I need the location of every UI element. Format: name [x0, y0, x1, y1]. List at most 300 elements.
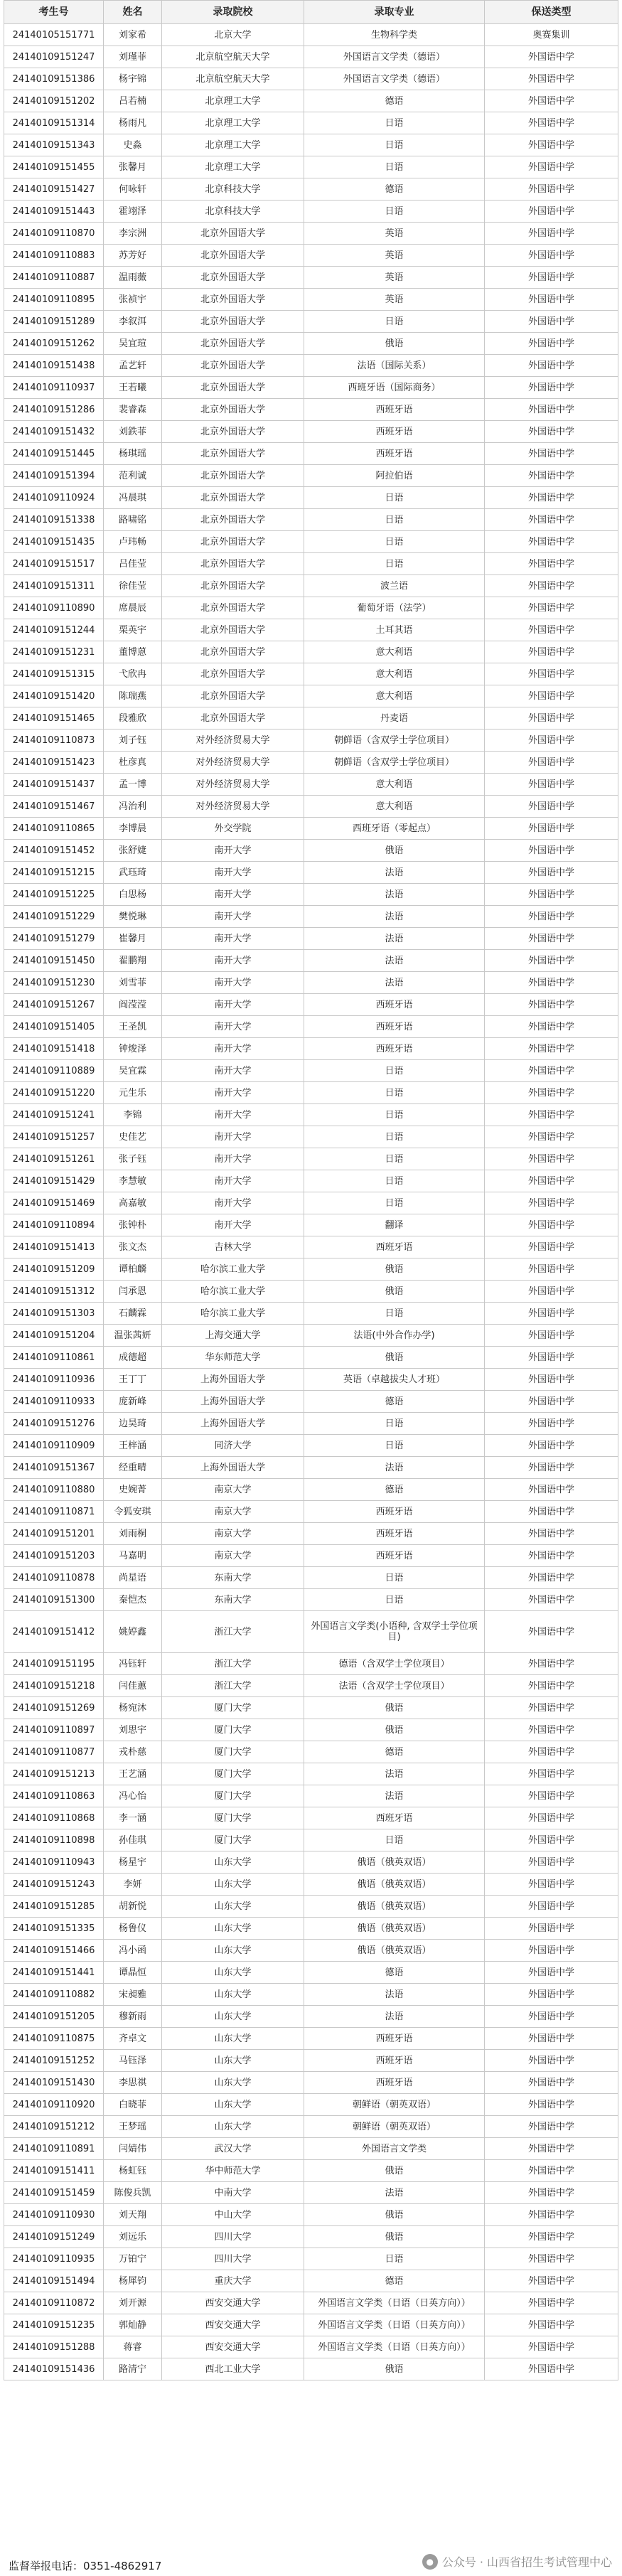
- cell-school: 西北工业大学: [162, 2358, 304, 2380]
- cell-major: 日语: [304, 1082, 485, 1104]
- cell-name: 令狐安琪: [104, 1501, 162, 1523]
- cell-id: 24140109110863: [4, 1785, 104, 1807]
- cell-school: 山东大学: [162, 2072, 304, 2094]
- cell-school: 山东大学: [162, 2050, 304, 2072]
- cell-type: 外国语中学: [485, 1479, 618, 1501]
- cell-major: 日语: [304, 1060, 485, 1082]
- cell-type: 外国语中学: [485, 1984, 618, 2006]
- cell-major: 法语（国际关系）: [304, 355, 485, 377]
- cell-school: 浙江大学: [162, 1611, 304, 1653]
- header-major: 录取专业: [304, 1, 485, 24]
- cell-type: 外国语中学: [485, 2336, 618, 2358]
- cell-major: 意大利语: [304, 796, 485, 818]
- cell-name: 张馨月: [104, 156, 162, 178]
- cell-type: 外国语中学: [485, 707, 618, 729]
- cell-type: 外国语中学: [485, 553, 618, 575]
- cell-id: 24140109151441: [4, 1962, 104, 1984]
- cell-major: 英语: [304, 223, 485, 245]
- cell-school: 吉林大学: [162, 1236, 304, 1258]
- cell-id: 24140109151276: [4, 1413, 104, 1435]
- cell-id: 24140109110891: [4, 2138, 104, 2160]
- cell-type: 外国语中学: [485, 421, 618, 443]
- cell-school: 南开大学: [162, 906, 304, 928]
- cell-id: 24140109151420: [4, 685, 104, 707]
- table-row: [4, 2248, 618, 2270]
- cell-name: 杨雨凡: [104, 112, 162, 134]
- cell-id: 24140109151244: [4, 619, 104, 641]
- table-row: [4, 972, 618, 994]
- table-row: [4, 1523, 618, 1545]
- cell-id: 24140109110936: [4, 1369, 104, 1391]
- table-row: [4, 1984, 618, 2006]
- cell-type: 外国语中学: [485, 2248, 618, 2270]
- cell-school: 南开大学: [162, 1170, 304, 1192]
- table-row: [4, 421, 618, 443]
- cell-name: 阎滢滢: [104, 994, 162, 1016]
- cell-type: 外国语中学: [485, 178, 618, 201]
- cell-school: 南京大学: [162, 1545, 304, 1567]
- cell-major: 日语: [304, 1567, 485, 1589]
- cell-type: 外国语中学: [485, 1763, 618, 1785]
- cell-name: 刘开源: [104, 2292, 162, 2314]
- cell-type: 外国语中学: [485, 1060, 618, 1082]
- cell-type: 外国语中学: [485, 1741, 618, 1763]
- table-row: [4, 884, 618, 906]
- cell-name: 王圣凯: [104, 1016, 162, 1038]
- cell-type: 外国语中学: [485, 1126, 618, 1148]
- cell-type: 外国语中学: [485, 1148, 618, 1170]
- cell-id: 24140109151466: [4, 1940, 104, 1962]
- cell-id: 24140109110889: [4, 1060, 104, 1082]
- cell-name: 史淼: [104, 134, 162, 156]
- cell-name: 冯晨琪: [104, 487, 162, 509]
- cell-name: 孙佳琪: [104, 1829, 162, 1851]
- cell-id: 24140109151230: [4, 972, 104, 994]
- cell-school: 南开大学: [162, 972, 304, 994]
- cell-major: 西班牙语: [304, 1807, 485, 1829]
- cell-id: 24140109151243: [4, 1874, 104, 1896]
- cell-school: 山东大学: [162, 1851, 304, 1874]
- cell-name: 路啸铭: [104, 509, 162, 531]
- cell-id: 24140109151467: [4, 796, 104, 818]
- cell-major: 法语: [304, 2006, 485, 2028]
- table-row: [4, 1303, 618, 1325]
- cell-type: 外国语中学: [485, 1435, 618, 1457]
- cell-major: 日语: [304, 2248, 485, 2270]
- cell-school: 北京外国语大学: [162, 465, 304, 487]
- cell-name: 王丁丁: [104, 1369, 162, 1391]
- cell-id: 24140109151429: [4, 1170, 104, 1192]
- table-row: [4, 752, 618, 774]
- cell-major: 外国语言文学类(小语种, 含双学士学位项目): [304, 1611, 485, 1653]
- cell-name: 穆新雨: [104, 2006, 162, 2028]
- cell-id: 24140109151315: [4, 663, 104, 685]
- cell-id: 24140109151438: [4, 355, 104, 377]
- table-row: [4, 1126, 618, 1148]
- cell-id: 24140105151771: [4, 24, 104, 46]
- cell-id: 24140109151285: [4, 1896, 104, 1918]
- cell-school: 哈尔滨工业大学: [162, 1281, 304, 1303]
- cell-major: 朝鲜语（含双学士学位项目）: [304, 729, 485, 752]
- cell-id: 24140109151469: [4, 1192, 104, 1214]
- cell-type: 外国语中学: [485, 1896, 618, 1918]
- cell-id: 24140109151405: [4, 1016, 104, 1038]
- cell-name: 冯小函: [104, 1940, 162, 1962]
- cell-name: 杜彦真: [104, 752, 162, 774]
- cell-type: 外国语中学: [485, 1611, 618, 1653]
- cell-name: 李思祺: [104, 2072, 162, 2094]
- cell-major: 日语: [304, 509, 485, 531]
- cell-major: 日语: [304, 531, 485, 553]
- cell-school: 西安交通大学: [162, 2314, 304, 2336]
- table-row: [4, 1763, 618, 1785]
- table-row: [4, 1675, 618, 1697]
- cell-major: 日语: [304, 1148, 485, 1170]
- table-row: [4, 1038, 618, 1060]
- cell-type: 外国语中学: [485, 223, 618, 245]
- cell-school: 东南大学: [162, 1567, 304, 1589]
- cell-major: 法语: [304, 884, 485, 906]
- cell-name: 李宗洲: [104, 223, 162, 245]
- cell-school: 南开大学: [162, 1060, 304, 1082]
- table-row: [4, 2050, 618, 2072]
- cell-name: 郭灿静: [104, 2314, 162, 2336]
- cell-id: 24140109151435: [4, 531, 104, 553]
- cell-type: 外国语中学: [485, 1391, 618, 1413]
- cell-type: 外国语中学: [485, 685, 618, 707]
- cell-id: 24140109151247: [4, 46, 104, 68]
- table-row: [4, 443, 618, 465]
- cell-name: 温张茜妍: [104, 1325, 162, 1347]
- cell-type: 外国语中学: [485, 1653, 618, 1675]
- cell-type: 外国语中学: [485, 575, 618, 597]
- cell-id: 24140109151220: [4, 1082, 104, 1104]
- cell-major: 法语: [304, 2182, 485, 2204]
- cell-major: 法语: [304, 906, 485, 928]
- cell-type: 外国语中学: [485, 1214, 618, 1236]
- cell-school: 北京外国语大学: [162, 663, 304, 685]
- cell-name: 石麟霖: [104, 1303, 162, 1325]
- cell-major: 外国语言文学类（日语（日英方向））: [304, 2336, 485, 2358]
- cell-type: 外国语中学: [485, 1192, 618, 1214]
- cell-major: 法语（含双学士学位项目）: [304, 1675, 485, 1697]
- cell-school: 北京外国语大学: [162, 355, 304, 377]
- cell-name: 杨宛沐: [104, 1697, 162, 1719]
- cell-name: 刘远乐: [104, 2226, 162, 2248]
- cell-name: 武珏琦: [104, 862, 162, 884]
- cell-type: 外国语中学: [485, 1258, 618, 1281]
- cell-type: 外国语中学: [485, 465, 618, 487]
- table-row: [4, 377, 618, 399]
- cell-major: 葡萄牙语（法学）: [304, 597, 485, 619]
- cell-type: 外国语中学: [485, 267, 618, 289]
- cell-id: 24140109151436: [4, 2358, 104, 2380]
- cell-name: 王若曦: [104, 377, 162, 399]
- cell-type: 外国语中学: [485, 994, 618, 1016]
- cell-id: 24140109151300: [4, 1589, 104, 1611]
- cell-school: 山东大学: [162, 1918, 304, 1940]
- cell-id: 24140109110870: [4, 223, 104, 245]
- cell-name: 边昊琦: [104, 1413, 162, 1435]
- cell-id: 24140109110897: [4, 1719, 104, 1741]
- cell-id: 24140109151289: [4, 311, 104, 333]
- cell-school: 上海外国语大学: [162, 1369, 304, 1391]
- cell-major: 日语: [304, 134, 485, 156]
- table-row: [4, 2336, 618, 2358]
- cell-school: 中山大学: [162, 2204, 304, 2226]
- cell-name: 何咏轩: [104, 178, 162, 201]
- cell-name: 冯钰轩: [104, 1653, 162, 1675]
- cell-id: 24140109151367: [4, 1457, 104, 1479]
- cell-school: 北京外国语大学: [162, 619, 304, 641]
- cell-id: 24140109151229: [4, 906, 104, 928]
- cell-name: 栗英宇: [104, 619, 162, 641]
- table-row: [4, 267, 618, 289]
- table-row: [4, 1719, 618, 1741]
- cell-type: 外国语中学: [485, 443, 618, 465]
- cell-major: 西班牙语: [304, 2028, 485, 2050]
- cell-name: 经重晴: [104, 1457, 162, 1479]
- cell-name: 李妍: [104, 1874, 162, 1896]
- cell-id: 24140109151437: [4, 774, 104, 796]
- table-row: [4, 1940, 618, 1962]
- cell-school: 上海交通大学: [162, 1325, 304, 1347]
- cell-type: 外国语中学: [485, 752, 618, 774]
- cell-id: 24140109151386: [4, 68, 104, 90]
- cell-major: 俄语（俄英双语）: [304, 1874, 485, 1896]
- cell-school: 武汉大学: [162, 2138, 304, 2160]
- table-row: [4, 1104, 618, 1126]
- cell-type: 外国语中学: [485, 1170, 618, 1192]
- cell-name: 李慧敏: [104, 1170, 162, 1192]
- watermark-text: 公众号 · 山西省招生考试管理中心: [441, 2555, 612, 2569]
- cell-school: 北京外国语大学: [162, 487, 304, 509]
- cell-name: 陈俊兵凯: [104, 2182, 162, 2204]
- cell-id: 24140109151303: [4, 1303, 104, 1325]
- table-row: [4, 465, 618, 487]
- cell-id: 24140109151215: [4, 862, 104, 884]
- cell-id: 24140109151411: [4, 2160, 104, 2182]
- cell-school: 北京外国语大学: [162, 641, 304, 663]
- cell-major: 法语: [304, 862, 485, 884]
- cell-school: 中南大学: [162, 2182, 304, 2204]
- table-row: [4, 531, 618, 553]
- cell-school: 南开大学: [162, 928, 304, 950]
- cell-id: 24140109151257: [4, 1126, 104, 1148]
- table-row: [4, 1258, 618, 1281]
- cell-id: 24140109110937: [4, 377, 104, 399]
- cell-school: 对外经济贸易大学: [162, 752, 304, 774]
- cell-school: 四川大学: [162, 2226, 304, 2248]
- cell-id: 24140109151430: [4, 2072, 104, 2094]
- table-row: [4, 509, 618, 531]
- cell-type: 外国语中学: [485, 1413, 618, 1435]
- cell-major: 意大利语: [304, 774, 485, 796]
- cell-major: 德语: [304, 90, 485, 112]
- cell-name: 胡新悦: [104, 1896, 162, 1918]
- table-row: [4, 2006, 618, 2028]
- cell-name: 白晓菲: [104, 2094, 162, 2116]
- cell-school: 南开大学: [162, 884, 304, 906]
- table-row: [4, 1413, 618, 1435]
- table-row: [4, 156, 618, 178]
- cell-type: 外国语中学: [485, 928, 618, 950]
- cell-school: 北京外国语大学: [162, 421, 304, 443]
- cell-id: 24140109151218: [4, 1675, 104, 1697]
- cell-type: 外国语中学: [485, 1829, 618, 1851]
- cell-name: 庞新峰: [104, 1391, 162, 1413]
- cell-type: 外国语中学: [485, 1501, 618, 1523]
- cell-name: 霍翊泽: [104, 201, 162, 223]
- cell-name: 温雨薇: [104, 267, 162, 289]
- cell-name: 吕佳莹: [104, 553, 162, 575]
- cell-major: 朝鲜语（朝英双语）: [304, 2094, 485, 2116]
- cell-school: 南开大学: [162, 862, 304, 884]
- cell-id: 24140109151288: [4, 2336, 104, 2358]
- cell-major: 俄语（俄英双语）: [304, 1851, 485, 1874]
- table-row: [4, 2094, 618, 2116]
- cell-id: 24140109151202: [4, 90, 104, 112]
- cell-type: 外国语中学: [485, 1874, 618, 1896]
- header-name: 姓名: [104, 1, 162, 24]
- cell-type: 外国语中学: [485, 1038, 618, 1060]
- cell-name: 姚婷鑫: [104, 1611, 162, 1653]
- cell-id: 24140109110930: [4, 2204, 104, 2226]
- cell-major: 德语: [304, 2270, 485, 2292]
- cell-school: 厦门大学: [162, 1807, 304, 1829]
- cell-type: 外国语中学: [485, 818, 618, 840]
- cell-id: 24140109151231: [4, 641, 104, 663]
- cell-name: 钟焌泽: [104, 1038, 162, 1060]
- cell-type: 外国语中学: [485, 1940, 618, 1962]
- cell-name: 陈瑞燕: [104, 685, 162, 707]
- cell-school: 北京外国语大学: [162, 597, 304, 619]
- cell-major: 俄语: [304, 1258, 485, 1281]
- cell-name: 杨虹钰: [104, 2160, 162, 2182]
- cell-type: 奥赛集训: [485, 24, 618, 46]
- cell-id: 24140109151412: [4, 1611, 104, 1653]
- cell-major: 意大利语: [304, 663, 485, 685]
- cell-major: 西班牙语: [304, 1501, 485, 1523]
- cell-name: 吴宜瑄: [104, 333, 162, 355]
- cell-name: 杨宇锦: [104, 68, 162, 90]
- cell-school: 北京外国语大学: [162, 223, 304, 245]
- cell-id: 24140109151517: [4, 553, 104, 575]
- table-row: [4, 112, 618, 134]
- cell-major: 外国语言文学类（日语（日英方向））: [304, 2314, 485, 2336]
- cell-type: 外国语中学: [485, 840, 618, 862]
- cell-id: 24140109110943: [4, 1851, 104, 1874]
- cell-name: 崔馨月: [104, 928, 162, 950]
- cell-school: 南开大学: [162, 1082, 304, 1104]
- cell-id: 24140109151195: [4, 1653, 104, 1675]
- wechat-icon: ●: [422, 2554, 438, 2570]
- cell-major: 日语: [304, 311, 485, 333]
- table-row: [4, 553, 618, 575]
- table-row: [4, 597, 618, 619]
- cell-type: 外国语中学: [485, 641, 618, 663]
- cell-type: 外国语中学: [485, 1082, 618, 1104]
- cell-type: 外国语中学: [485, 906, 618, 928]
- cell-id: 24140109151261: [4, 1148, 104, 1170]
- table-row: [4, 46, 618, 68]
- cell-name: 元生乐: [104, 1082, 162, 1104]
- cell-name: 张文杰: [104, 1236, 162, 1258]
- cell-type: 外国语中学: [485, 796, 618, 818]
- table-row: [4, 796, 618, 818]
- cell-major: 西班牙语: [304, 994, 485, 1016]
- cell-school: 厦门大学: [162, 1719, 304, 1741]
- cell-type: 外国语中学: [485, 1523, 618, 1545]
- cell-id: 24140109151335: [4, 1918, 104, 1940]
- cell-school: 华东师范大学: [162, 1347, 304, 1369]
- cell-school: 北京外国语大学: [162, 707, 304, 729]
- cell-school: 厦门大学: [162, 1741, 304, 1763]
- cell-id: 24140109151443: [4, 201, 104, 223]
- table-row: [4, 1236, 618, 1258]
- cell-major: 德语: [304, 1741, 485, 1763]
- cell-id: 24140109110861: [4, 1347, 104, 1369]
- table-row: [4, 840, 618, 862]
- cell-major: 法语: [304, 928, 485, 950]
- cell-major: 俄语: [304, 1281, 485, 1303]
- table-row: [4, 178, 618, 201]
- cell-type: 外国语中学: [485, 201, 618, 223]
- cell-name: 谭柏麟: [104, 1258, 162, 1281]
- cell-name: 刘思宇: [104, 1719, 162, 1741]
- cell-id: 24140109110909: [4, 1435, 104, 1457]
- cell-name: 闫婧伟: [104, 2138, 162, 2160]
- cell-school: 南开大学: [162, 1126, 304, 1148]
- cell-name: 王梓涵: [104, 1435, 162, 1457]
- table-row: [4, 1567, 618, 1589]
- cell-type: 外国语中学: [485, 245, 618, 267]
- cell-name: 马嘉明: [104, 1545, 162, 1567]
- cell-school: 外交学院: [162, 818, 304, 840]
- cell-major: 阿拉伯语: [304, 465, 485, 487]
- cell-major: 生物科学类: [304, 24, 485, 46]
- cell-name: 高嘉敏: [104, 1192, 162, 1214]
- cell-major: 西班牙语: [304, 443, 485, 465]
- table-row: [4, 928, 618, 950]
- cell-major: 俄语（俄英双语）: [304, 1896, 485, 1918]
- table-row: [4, 2270, 618, 2292]
- cell-major: 日语: [304, 1303, 485, 1325]
- cell-major: 俄语（俄英双语）: [304, 1918, 485, 1940]
- cell-major: 英语: [304, 289, 485, 311]
- cell-name: 吕若楠: [104, 90, 162, 112]
- cell-major: 德语（含双学士学位项目）: [304, 1653, 485, 1675]
- cell-major: 德语: [304, 1479, 485, 1501]
- table-row: [4, 399, 618, 421]
- cell-major: 俄语: [304, 2358, 485, 2380]
- cell-type: 外国语中学: [485, 597, 618, 619]
- table-row: [4, 1082, 618, 1104]
- table-row: [4, 311, 618, 333]
- cell-type: 外国语中学: [485, 487, 618, 509]
- cell-id: 24140109110871: [4, 1501, 104, 1523]
- cell-school: 北京外国语大学: [162, 377, 304, 399]
- table-row: [4, 2292, 618, 2314]
- cell-id: 24140109110894: [4, 1214, 104, 1236]
- cell-major: 翻译: [304, 1214, 485, 1236]
- table-row: [4, 1807, 618, 1829]
- cell-school: 上海外国语大学: [162, 1391, 304, 1413]
- table-row: [4, 1214, 618, 1236]
- cell-major: 法语: [304, 1785, 485, 1807]
- cell-major: 日语: [304, 1589, 485, 1611]
- cell-school: 南开大学: [162, 950, 304, 972]
